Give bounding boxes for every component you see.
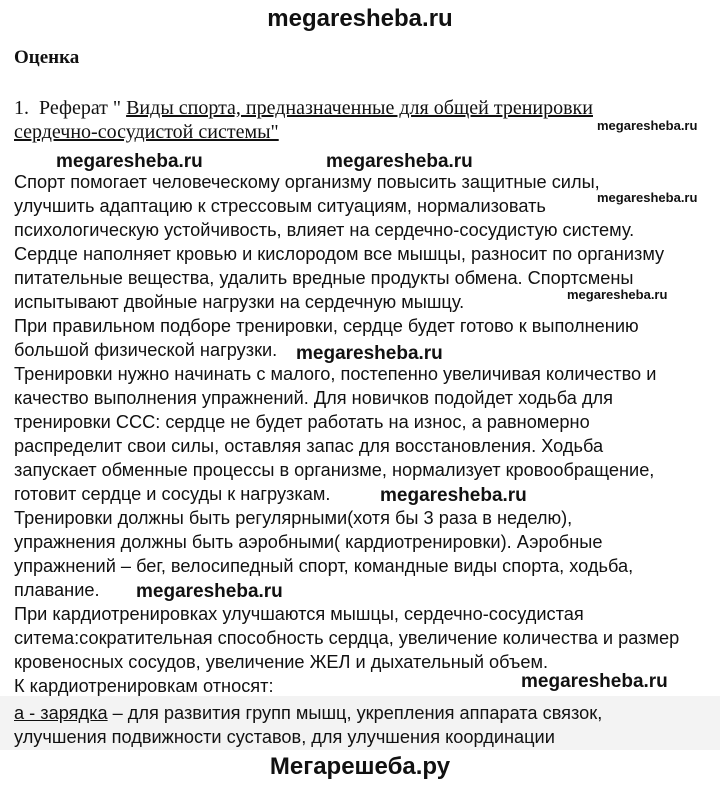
essay-line: При правильном подборе тренировки, сердце будет готово к выполнению xyxy=(14,316,639,336)
watermark: megaresheba.ru xyxy=(136,581,283,602)
list-item-a-text: – для развития групп мышц, укрепления аппарата связок, xyxy=(107,703,603,723)
essay-line: тренировки ССС: сердце не будет работать на износ, а равномерно xyxy=(14,412,590,432)
assignment-prefix: Реферат " xyxy=(39,97,122,119)
watermark: megaresheba.ru xyxy=(597,190,698,205)
essay-line: плавание. xyxy=(14,580,100,600)
essay-line: упражнений – бег, велосипедный спорт, командные виды спорта, ходьба, xyxy=(14,556,634,576)
essay-line: запускает обменные процессы в организме, нормализует кровообращение, xyxy=(14,460,655,480)
watermark: megaresheba.ru xyxy=(296,343,443,364)
watermark: megaresheba.ru xyxy=(597,118,698,133)
essay-line: К кардиотренировкам относят: xyxy=(14,676,274,696)
assignment-number: 1. xyxy=(14,97,29,119)
list-item-a-label: а - зарядка xyxy=(14,703,108,723)
watermark: megaresheba.ru xyxy=(567,287,668,302)
list-item-a xyxy=(14,701,602,725)
essay-line: Тренировки нужно начинать с малого, постепенно увеличивая количество и xyxy=(14,364,657,384)
essay-line: При кардиотренировках улучшаются мышцы, сердечно-сосудистая xyxy=(14,604,584,624)
essay-line: питательные вещества, удалить вредные продукты обмена. Спортсмены xyxy=(14,268,634,288)
essay-line: упражнения должны быть аэробными( кардиотренировки). Аэробные xyxy=(14,532,603,552)
section-heading: Оценка xyxy=(14,47,80,68)
essay-line: психологическую устойчивость, влияет на сердечно-сосудистую систему. xyxy=(14,220,635,240)
assignment-title-line xyxy=(14,120,279,144)
watermark: megaresheba.ru xyxy=(521,671,668,692)
assignment-title-line xyxy=(14,96,593,120)
essay-line: кровеносных сосудов, увеличение ЖЕЛ и дыхательный объем. xyxy=(14,652,548,672)
assignment-topic: Виды спорта, предназначенные для общей тренировки xyxy=(126,97,593,119)
essay-line: большой физической нагрузки. xyxy=(14,340,278,360)
site-header: megaresheba.ru xyxy=(267,5,453,32)
site-footer: Мегарешеба.ру xyxy=(269,753,451,780)
essay-line: Спорт помогает человеческому организму повысить защитные силы, xyxy=(14,172,600,192)
list-item-a-continued: улучшения подвижности суставов, для улучшения координации xyxy=(14,727,555,747)
watermark: megaresheba.ru xyxy=(326,151,473,172)
essay-line: Тренировки должны быть регулярными(хотя бы 3 раза в неделю), xyxy=(14,508,573,528)
essay-line: ситема:сократительная способность сердца, увеличение количества и размер xyxy=(14,628,680,648)
essay-line: Сердце наполняет кровью и кислородом все мышцы, разносит по организму xyxy=(14,244,665,264)
essay-line: готовит сердце и сосуды к нагрузкам. xyxy=(14,484,331,504)
watermark: megaresheba.ru xyxy=(380,485,527,506)
assignment-topic-continued: сердечно-сосудистой системы" xyxy=(14,121,279,143)
essay-line: улучшить адаптацию к стрессовым ситуациям, нормализовать xyxy=(14,196,546,216)
essay-line: испытывают двойные нагрузки на сердечную мышцу. xyxy=(14,292,465,312)
essay-line: распределит свои силы, оставляя запас для восстановления. Ходьба xyxy=(14,436,604,456)
essay-line: качество выполнения упражнений. Для новичков подойдет ходьба для xyxy=(14,388,614,408)
watermark: megaresheba.ru xyxy=(56,151,203,172)
